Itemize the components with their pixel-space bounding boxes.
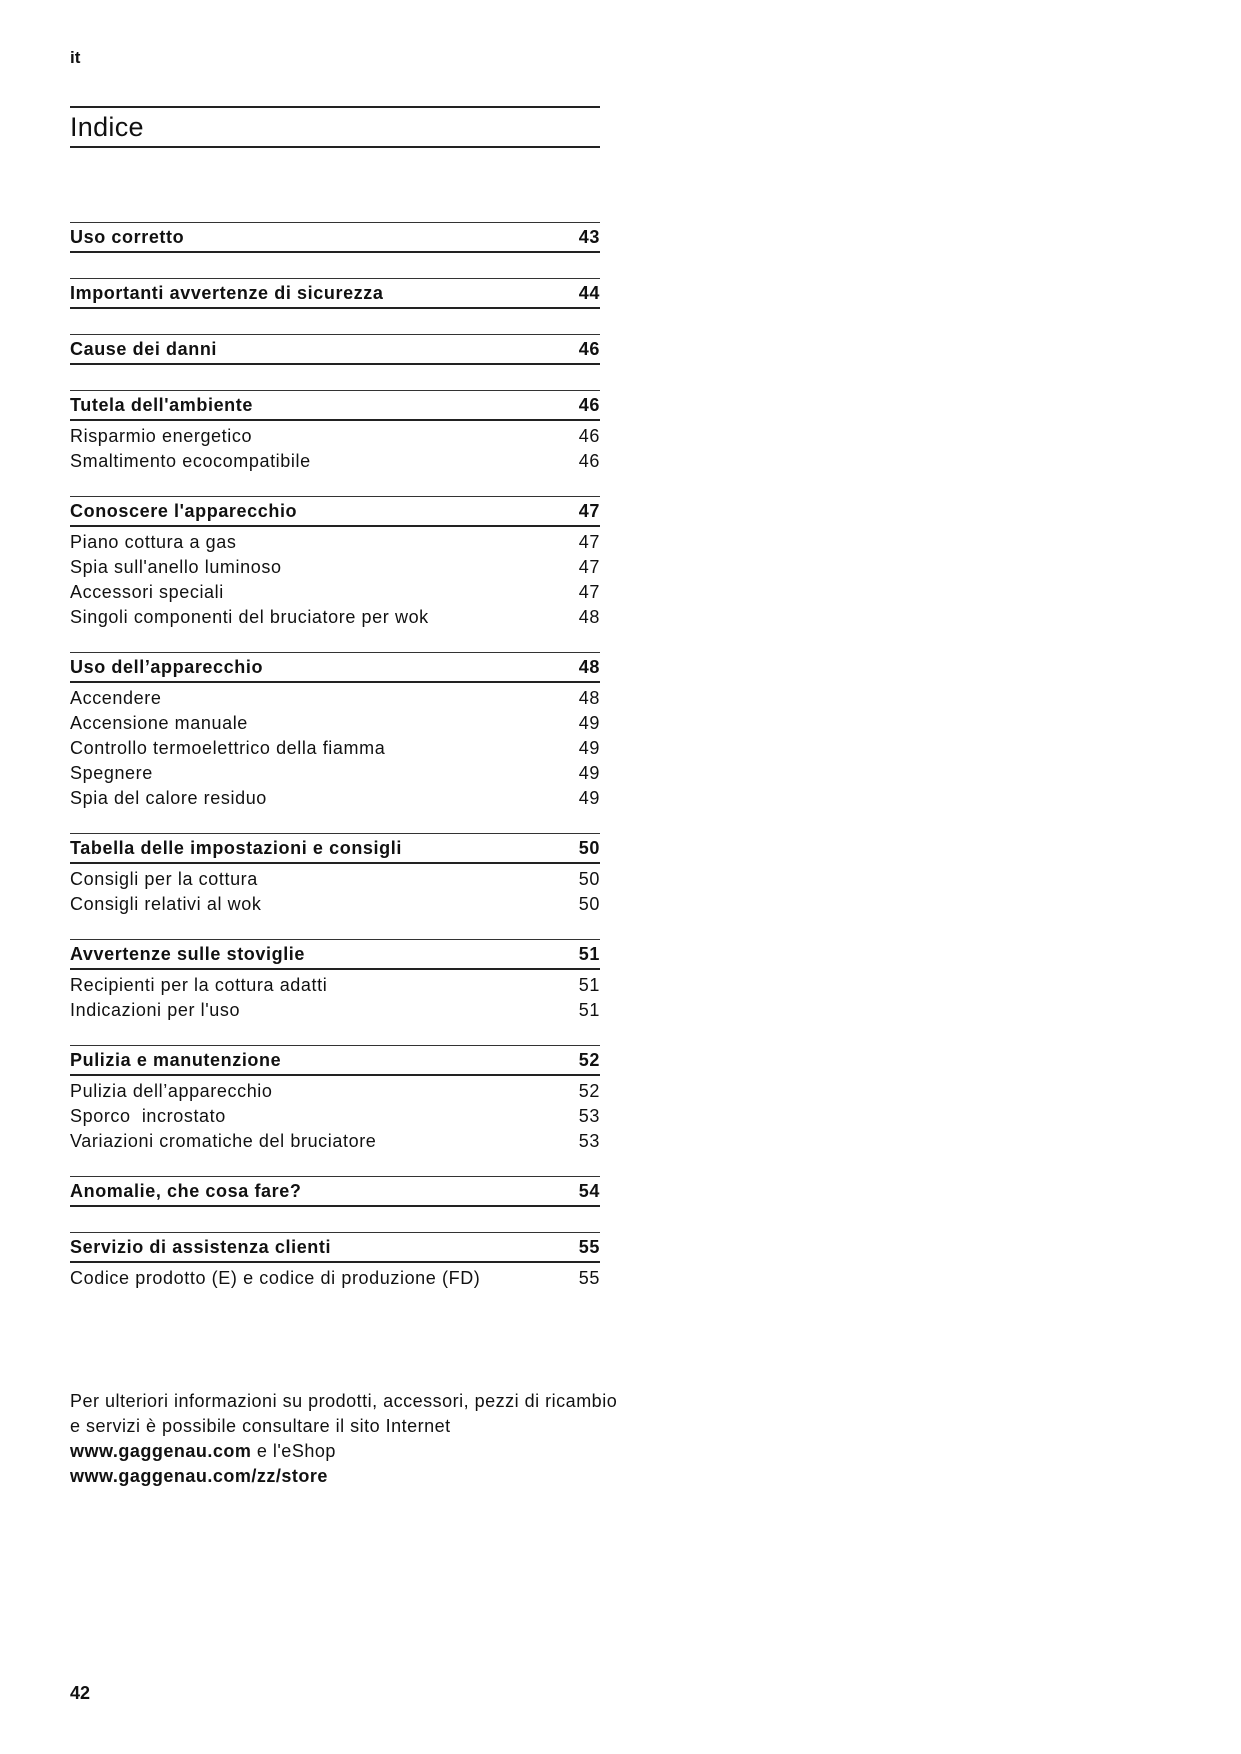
toc-entry-title: Recipienti per la cottura adatti <box>70 975 328 995</box>
toc-section-heading[interactable] <box>70 1176 600 1207</box>
toc-entry-title: Risparmio energetico <box>70 426 253 446</box>
toc-entry[interactable] <box>70 1079 600 1104</box>
toc-section-page: 55 <box>578 1236 600 1257</box>
toc-entry[interactable] <box>70 605 600 630</box>
toc-entry-page: 48 <box>578 607 600 627</box>
toc-section-title: Importanti avvertenze di sicurezza <box>70 282 384 303</box>
toc-section-title: Uso corretto <box>70 226 185 247</box>
toc-section-page: 51 <box>578 943 600 964</box>
toc-section <box>70 222 600 253</box>
toc-entry-page: 47 <box>578 532 600 552</box>
toc-section-page: 46 <box>578 394 600 415</box>
footer-note <box>70 1389 630 1489</box>
toc-section-heading[interactable] <box>70 939 600 970</box>
toc-section <box>70 390 600 474</box>
toc-entry-title: Consigli per la cottura <box>70 869 258 889</box>
toc-entry-page: 53 <box>578 1131 600 1151</box>
title-block <box>70 106 600 148</box>
page-title: Indice <box>70 112 144 142</box>
toc-entry[interactable] <box>70 998 600 1023</box>
toc-entry-title: Consigli relativi al wok <box>70 894 262 914</box>
toc-entry-page: 46 <box>578 426 600 446</box>
toc-section-heading[interactable] <box>70 496 600 527</box>
toc-entry[interactable] <box>70 711 600 736</box>
toc-entry-page: 53 <box>578 1106 600 1126</box>
toc-entry[interactable] <box>70 1129 600 1154</box>
toc-section-title: Cause dei danni <box>70 338 218 359</box>
toc-entry-title: Accessori speciali <box>70 582 224 602</box>
toc-section-page: 54 <box>578 1180 600 1201</box>
website-link[interactable]: www.gaggenau.com <box>70 1441 252 1461</box>
toc-entry-title: Spia del calore residuo <box>70 788 267 808</box>
toc-section-title: Tutela dell'ambiente <box>70 394 253 415</box>
toc-entry-page: 51 <box>578 1000 600 1020</box>
toc-entry-page: 50 <box>578 894 600 914</box>
toc-entry-page: 50 <box>578 869 600 889</box>
toc-entry[interactable] <box>70 761 600 786</box>
toc-entry-page: 49 <box>578 763 600 783</box>
toc-section-page: 47 <box>578 500 600 521</box>
toc-entry[interactable] <box>70 580 600 605</box>
toc-entry-title: Spegnere <box>70 763 153 783</box>
toc-section <box>70 939 600 1023</box>
toc-entry-title: Variazioni cromatiche del bruciatore <box>70 1131 377 1151</box>
toc-section-page: 44 <box>578 282 600 303</box>
toc-entry[interactable] <box>70 1104 600 1129</box>
toc-section-title: Pulizia e manutenzione <box>70 1049 282 1070</box>
toc-entry[interactable] <box>70 530 600 555</box>
toc-entry-title: Piano cottura a gas <box>70 532 237 552</box>
toc-section-page: 52 <box>578 1049 600 1070</box>
toc-section-heading[interactable] <box>70 1045 600 1076</box>
toc-entry[interactable] <box>70 686 600 711</box>
toc-entry-page: 52 <box>578 1081 600 1101</box>
toc-section-page: 48 <box>578 656 600 677</box>
toc-entry-page: 47 <box>578 582 600 602</box>
toc-section <box>70 833 600 917</box>
toc-section <box>70 278 600 309</box>
toc-section-heading[interactable] <box>70 222 600 253</box>
toc-section-heading[interactable] <box>70 652 600 683</box>
toc-entry-title: Accensione manuale <box>70 713 248 733</box>
toc-section-heading[interactable] <box>70 390 600 421</box>
toc-entry[interactable] <box>70 555 600 580</box>
toc-section <box>70 652 600 811</box>
toc-section <box>70 1045 600 1154</box>
toc-entry-page: 46 <box>578 451 600 471</box>
toc-entry-title: Sporco incrostato <box>70 1106 226 1126</box>
footer-connector: e l'eShop <box>251 1441 336 1461</box>
toc-entry-title: Indicazioni per l'uso <box>70 1000 241 1020</box>
toc-section-page: 46 <box>578 338 600 359</box>
toc-section-heading[interactable] <box>70 334 600 365</box>
toc-entry[interactable] <box>70 424 600 449</box>
toc-entry[interactable] <box>70 892 600 917</box>
toc-section-heading[interactable] <box>70 278 600 309</box>
store-link[interactable]: www.gaggenau.com/zz/store <box>70 1466 328 1486</box>
toc-section-title: Tabella delle impostazioni e consigli <box>70 837 402 858</box>
toc-section <box>70 1232 600 1291</box>
toc-entry-title: Smaltimento ecocompatibile <box>70 451 311 471</box>
toc-entry-page: 49 <box>578 788 600 808</box>
toc-entry[interactable] <box>70 736 600 761</box>
toc-section-title: Uso dell’apparecchio <box>70 656 264 677</box>
table-of-contents <box>70 222 600 1313</box>
toc-section-title: Servizio di assistenza clienti <box>70 1236 332 1257</box>
toc-section <box>70 1176 600 1207</box>
toc-section <box>70 334 600 365</box>
toc-section <box>70 496 600 630</box>
toc-section-heading[interactable] <box>70 1232 600 1263</box>
toc-section-title: Conoscere l'apparecchio <box>70 500 298 521</box>
footer-text: Per ulteriori informazioni su prodotti, accessori, pezzi di ricambio e servizi è possibile consultare il sito Internet <box>70 1391 618 1436</box>
toc-section-page: 50 <box>578 837 600 858</box>
toc-section-page: 43 <box>578 226 600 247</box>
toc-entry-title: Pulizia dell’apparecchio <box>70 1081 273 1101</box>
toc-entry-title: Controllo termoelettrico della fiamma <box>70 738 386 758</box>
toc-entry[interactable] <box>70 867 600 892</box>
toc-entry[interactable] <box>70 1266 600 1291</box>
toc-entry-page: 49 <box>578 738 600 758</box>
toc-entry-title: Spia sull'anello luminoso <box>70 557 282 577</box>
toc-entry-title: Codice prodotto (E) e codice di produzione (FD) <box>70 1268 481 1288</box>
toc-entry[interactable] <box>70 449 600 474</box>
toc-entry-title: Singoli componenti del bruciatore per wok <box>70 607 429 627</box>
toc-entry[interactable] <box>70 973 600 998</box>
toc-entry[interactable] <box>70 786 600 811</box>
toc-entry-page: 55 <box>578 1268 600 1288</box>
page-number: 42 <box>70 1683 91 1703</box>
toc-section-heading[interactable] <box>70 833 600 864</box>
toc-entry-page: 47 <box>578 557 600 577</box>
toc-entry-title: Accendere <box>70 688 162 708</box>
toc-section-title: Avvertenze sulle stoviglie <box>70 943 306 964</box>
language-code: it <box>70 48 81 67</box>
toc-entry-page: 51 <box>578 975 600 995</box>
toc-section-title: Anomalie, che cosa fare? <box>70 1180 302 1201</box>
toc-entry-page: 48 <box>578 688 600 708</box>
toc-entry-page: 49 <box>578 713 600 733</box>
